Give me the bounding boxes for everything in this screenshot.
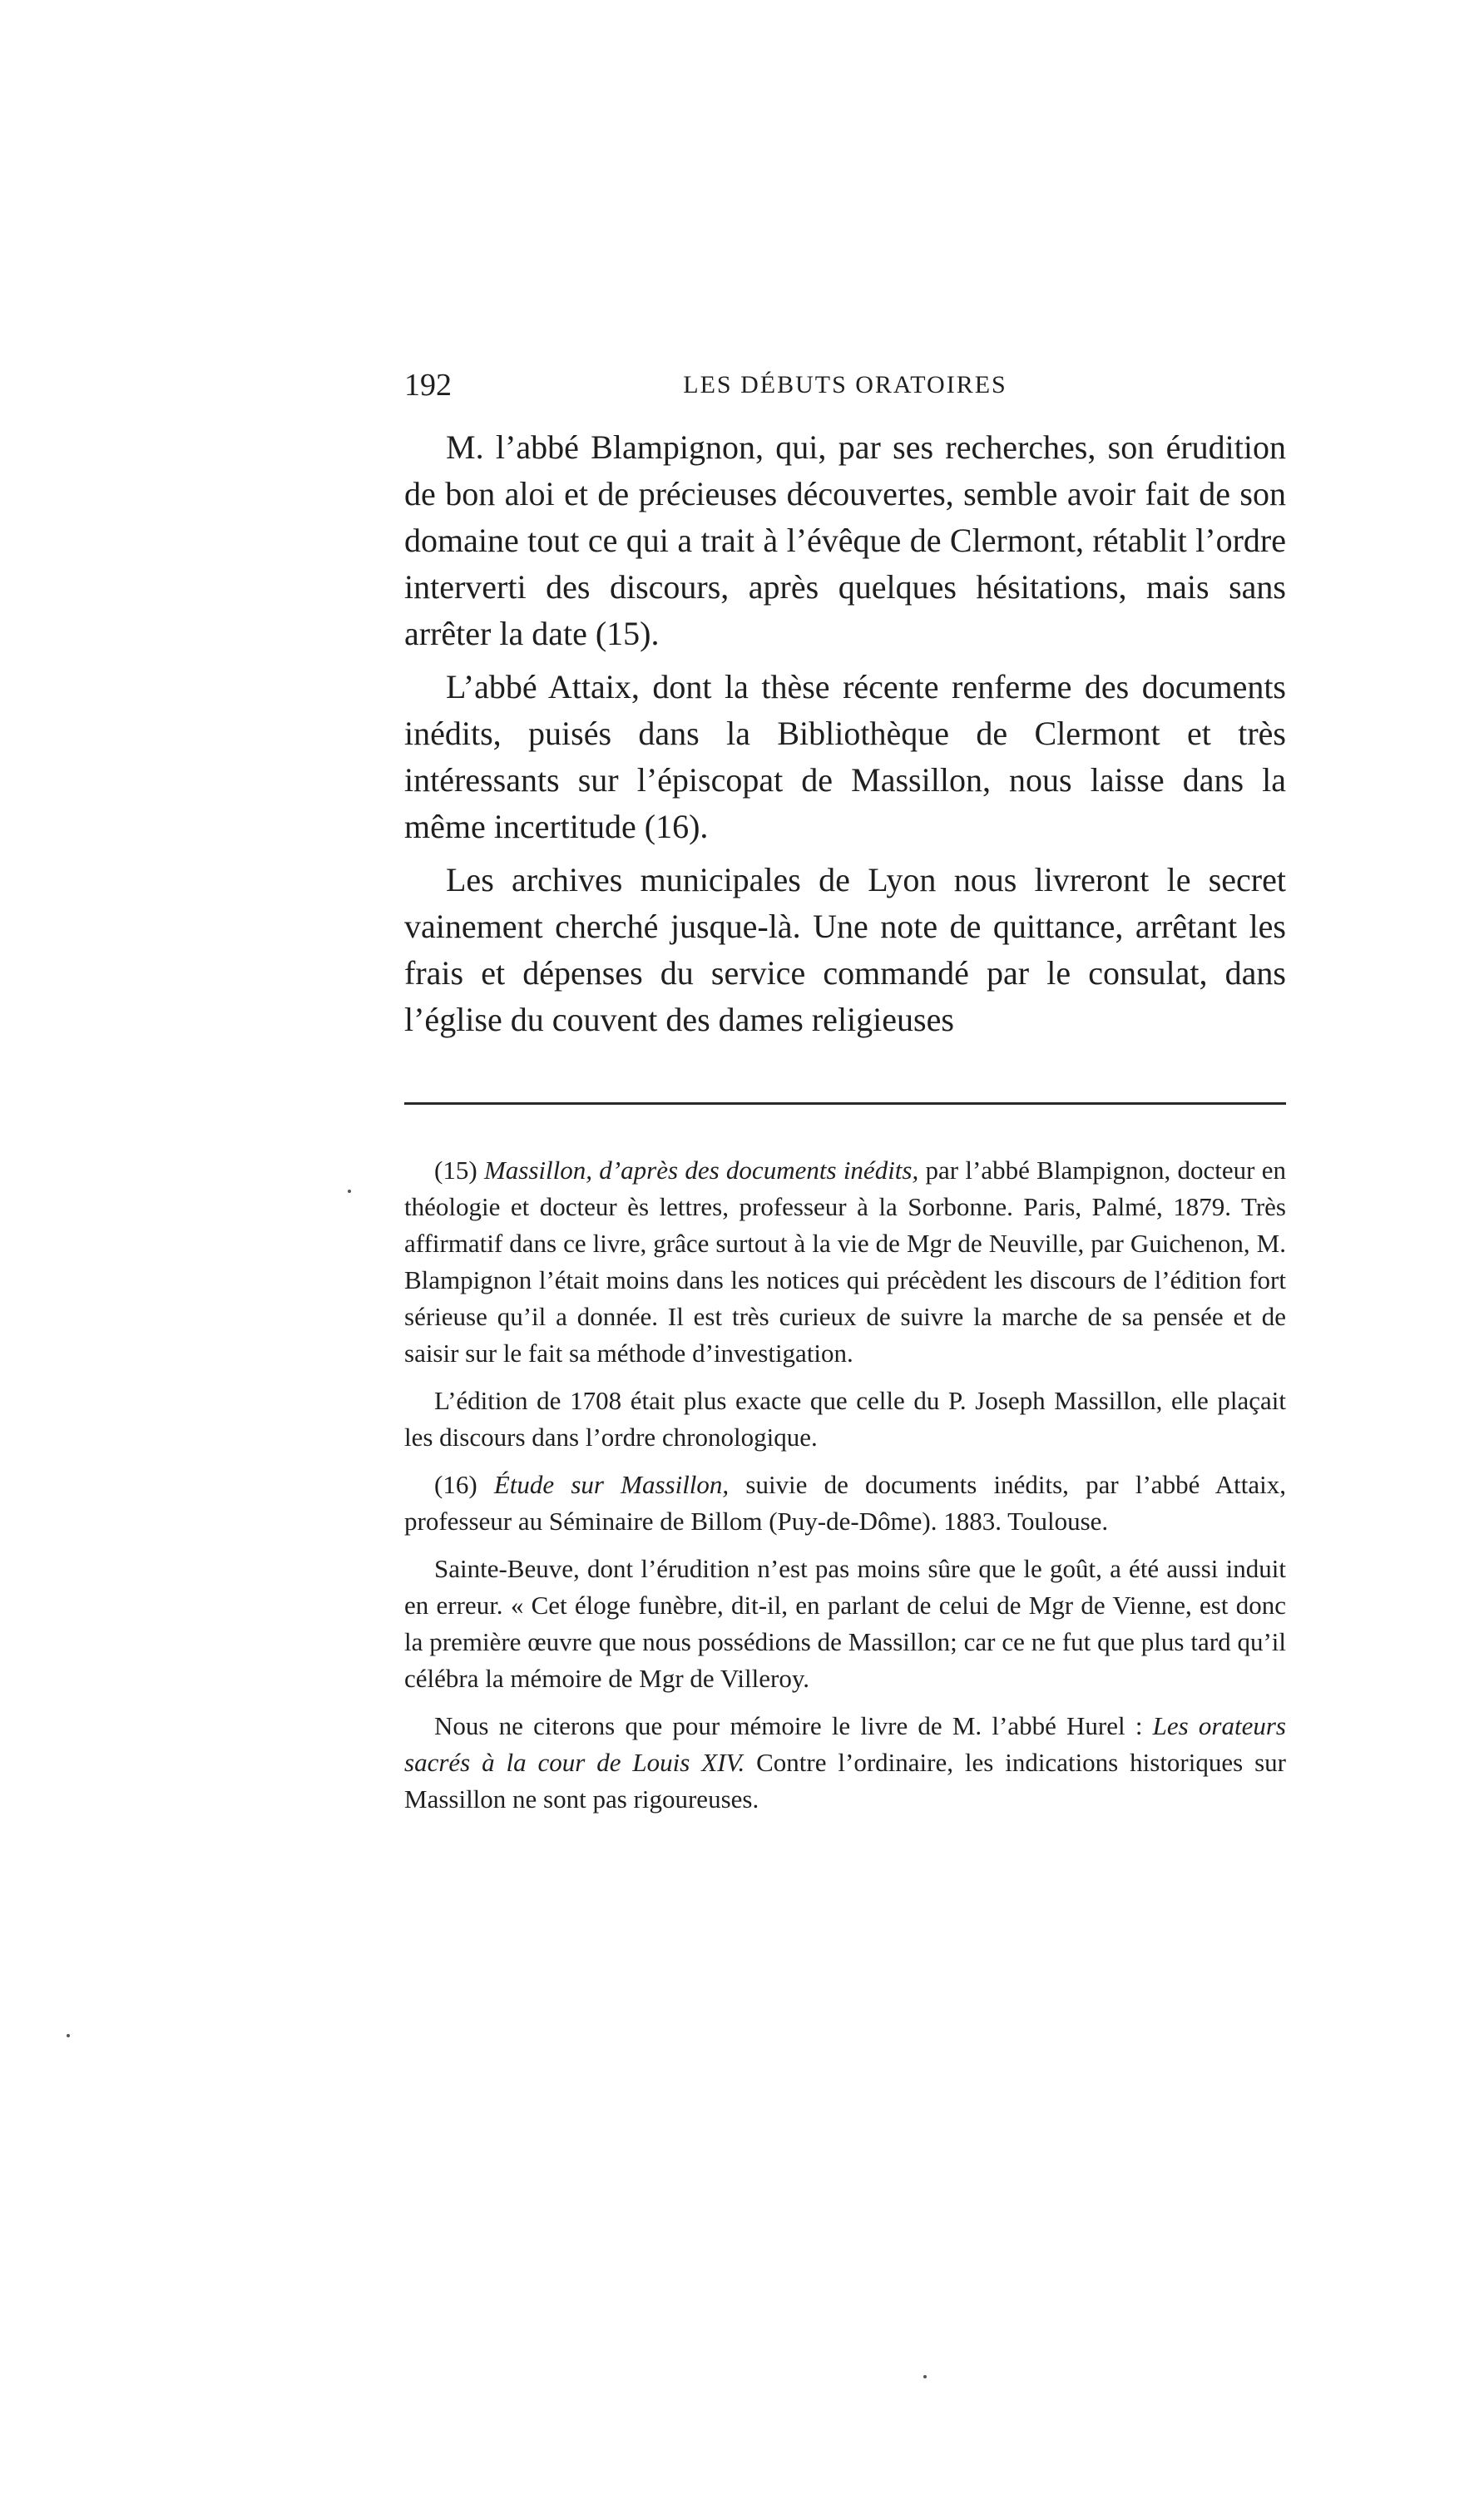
footnote-16-sainte-beuve: Sainte-Beuve, dont l’érudition n’est pas moins sûre que le goût, a été aussi induit en erreur. « Cet éloge funèbre, dit-il, en parlant de celui de Mgr de Vienne, est donc la première œuvre que nous possédions de Massillon; car ce ne fut que plus tard qu’il célébra la mémoire de Mgr de Villeroy. [404,1554,1286,1693]
footnotes [404,1152,1286,1829]
footnote-15-text: par l’abbé Blampignon, docteur en théologie et docteur ès lettres, professeur à la Sorbonne. Paris, Palmé, 1879. Très affirmatif dans ce livre, grâce surtout à la vie de Mgr de Neuville, par Guichenon, M. Blampignon l’était moins dans les notices qui précèdent les discours de l’édition fort sérieuse qu’il a donnée. Il est très curieux de suivre la marche de sa pensée et de saisir sur le fait sa méthode d’investigation. [404,1156,1287,1368]
footnote-15-title: Massillon, d’après des documents inédits, [483,1156,919,1185]
footnote-15-continuation: L’édition de 1708 était plus exacte que celle du P. Joseph Massillon, elle plaçait les discours dans l’ordre chronologique. [404,1386,1286,1452]
ink-speck [923,2375,927,2378]
paragraph-attaix: L’abbé Attaix, dont la thèse récente renferme des documents inédits, puisés dans la Bibliothèque de Clermont et très intéressants sur l’épiscopat de Massillon, nous laisse dans la même incertitude (16). [404,668,1286,845]
footnote-16-hurel-title: Les orateurs sacrés à la cour de Louis XIV. [404,1711,1286,1777]
footnote-15-marker: (15) [434,1156,477,1185]
footnote-16-text: suivie de documents inédits, par l’abbé Attaix, professeur au Séminaire de Billom (Puy-de-Dôme). 1883. Toulouse. [404,1470,1287,1536]
footnote-16-marker: (16) [434,1470,477,1499]
ink-speck [348,1190,351,1193]
footnote-15 [404,1152,1286,1372]
footnote-16-hurel-end: Contre l’ordinaire, les indications historiques sur Massillon ne sont pas rigoureuses. [404,1748,1286,1814]
footnote-16 [404,1467,1286,1540]
main-text [404,424,1286,1050]
running-head [404,364,1286,406]
paragraph-archives-lyon: Les archives municipales de Lyon nous livreront le secret vainement cherché jusque-là. Une note de quittance, arrêtant les frais et dépenses du service commandé par le consulat, dans l’église du couvent des dames religieuses [404,861,1286,1038]
footnote-16-title: Étude sur Massillon, [493,1470,730,1499]
footnote-16-hurel [404,1708,1286,1818]
running-title: LES DÉBUTS ORATOIRES [683,371,1007,398]
paragraph-blampignon: M. l’abbé Blampignon, qui, par ses recherches, son érudition de bon aloi et de précieuses découvertes, semble avoir fait de son domaine tout ce qui a trait à l’évêque de Clermont, rétablit l’ordre interverti des discours, après quelques hésitations, mais sans arrêter la date (15). [404,428,1286,652]
ink-speck [67,2034,70,2037]
footnote-16-hurel-start: Nous ne citerons que pour mémoire le livre de M. l’abbé Hurel : [434,1711,1143,1740]
page-number: 192 [404,368,452,403]
footnote-separator [404,1102,1286,1105]
